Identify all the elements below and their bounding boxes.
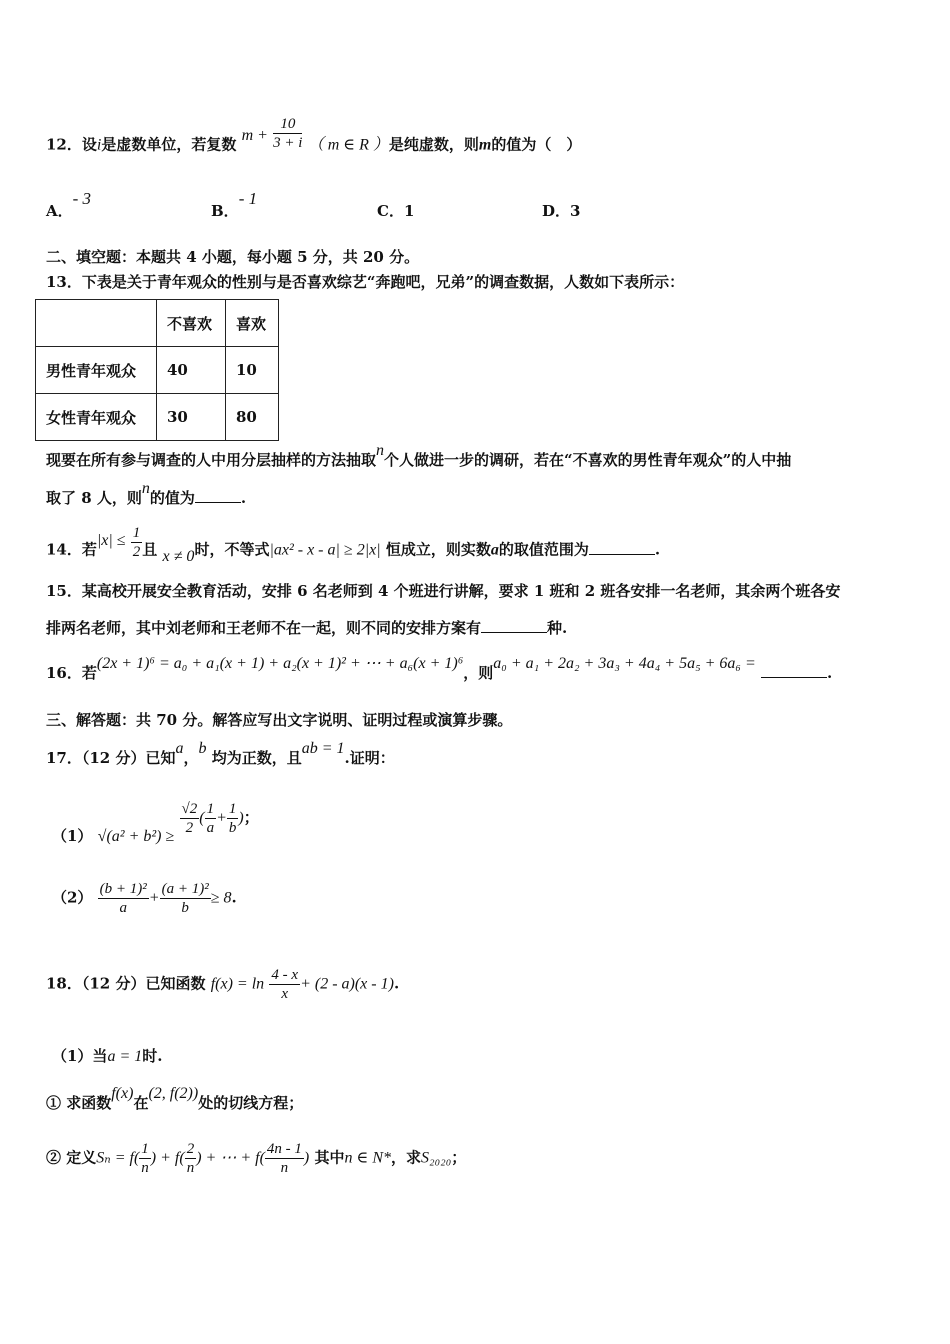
table-header-like: 喜欢 (226, 300, 279, 347)
q12-line (46, 116, 582, 164)
q12-text3: 的值为（ ） (491, 135, 582, 154)
q17-p1-inv-a (205, 800, 217, 837)
q17-p2-frac2 (160, 880, 211, 917)
q14-half-den: 2 (132, 544, 141, 560)
q13-n2: n (141, 480, 150, 497)
frac-den: a (119, 900, 127, 916)
q13-para-2: 取了 8 人，则n的值为 . (46, 480, 247, 507)
q17-c: .证明： (344, 749, 395, 767)
q12-option-a (46, 189, 92, 221)
q18-item2 (46, 1140, 466, 1177)
q17-part1 (52, 800, 259, 845)
option-a-value: - 3 (72, 189, 92, 208)
q14-half-num: 1 (132, 525, 141, 541)
q12-expr-m: m + (241, 126, 268, 144)
q16-a: 16．若 (46, 664, 97, 682)
answer-blank (195, 502, 241, 503)
q12-condition: （ m ∈ R ） (307, 136, 389, 154)
q13-intro: 13．下表是关于青年观众的性别与是否喜欢综艺“奔跑吧，兄弟”的调查数据，人数如下表所示： (46, 273, 685, 291)
q12-frac-num: 10 (273, 115, 302, 134)
section-3-heading: 三、解答题：共 70 分。解答应写出文字说明、证明过程或演算步骤。 (46, 711, 513, 729)
option-d-label: D． (542, 202, 571, 220)
q16-b: ，则 (463, 664, 494, 682)
q12-option-b (211, 189, 258, 221)
q17-p2-plus: + (148, 889, 160, 907)
q18-c2b: 其中 (314, 1148, 345, 1167)
q18-end: . (393, 974, 400, 993)
q18-p1-end: 时. (142, 1047, 163, 1065)
q14-half (131, 524, 143, 561)
table-cell: 女性青年观众 (36, 394, 157, 441)
q17-p2-end: . (231, 888, 237, 907)
q18-c2-frac2 (185, 1140, 197, 1177)
q18-f1: f(x) = ln (210, 975, 265, 993)
option-c-value: 1 (403, 202, 415, 220)
q18-c2a: ② 定义 (46, 1148, 97, 1167)
q12-frac-den: 3 + i (273, 135, 303, 151)
table-row (36, 347, 279, 394)
q14-inequality: |ax² - x - a| ≥ 2|x| (269, 541, 381, 559)
frac-den: n (280, 1160, 289, 1176)
q14-abs-x: |x| ≤ (96, 531, 126, 549)
q13-p1a: 现要在所有参与调查的人中用分层抽样的方法抽取 (46, 451, 377, 469)
q16-equation: (2x + 1)⁶ = a₀ + a₁(x + 1) + a₂(x + 1)² + ⋯ + a₆(x + 1)⁶ (96, 655, 464, 672)
option-a-label: A． (46, 202, 73, 220)
q18-c2-frac3 (265, 1140, 304, 1177)
q14-d: 恒成立，则实数 (385, 540, 491, 559)
frac-num: 1 (206, 801, 215, 817)
frac-den: x (281, 986, 289, 1002)
q18-p1-cond: a = 1 (107, 1048, 143, 1065)
answer-blank (589, 554, 655, 555)
q13-p2b: 的值为 (149, 489, 195, 507)
q15-line-2 (46, 617, 567, 638)
table-cell: 40 (157, 347, 226, 394)
q12-number: 12．设 (46, 135, 97, 154)
frac-den: a (206, 820, 215, 836)
frac-num: (a + 1)² (161, 881, 209, 897)
q14-e: 的取值范围为 (498, 540, 589, 559)
q18-c2c: ，求 (391, 1148, 422, 1167)
frac-num: (b + 1)² (99, 881, 147, 897)
q13-para-1 (46, 442, 792, 470)
q17-p1-open: ( (199, 809, 205, 827)
option-c-label: C． (377, 202, 404, 220)
q17-p1-end: ； (243, 808, 259, 827)
q16-line: 16．若(2x + 1)⁶ = a₀ + a₁(x + 1) + a₂(x + 1)² + ⋯ + a₆(x + 1)⁶，则a₀ + a₁ + 2a₂ + 3a₃ + 4a₄ + 5a₅ + 6a₆ = . (46, 655, 833, 682)
q17-p2-frac1 (98, 880, 149, 917)
answer-blank (761, 677, 827, 678)
q17-b-var: b (198, 740, 207, 757)
q17-p2-label: （2） (52, 888, 93, 907)
table-cell: 男性青年观众 (36, 347, 157, 394)
q16-sum: a₀ + a₁ + 2a₂ + 3a₃ + 4a₄ + 5a₅ + 6a₆ = (493, 655, 756, 672)
frac-den: n (186, 1160, 195, 1176)
q14-b: 且 (142, 540, 158, 559)
q13-p1b: 个人做进一步的调研，若在“不喜欢的男性青年观众”的人中抽 (384, 451, 792, 469)
frac-num: 4n - 1 (266, 1141, 302, 1157)
option-b-value: - 1 (238, 189, 258, 208)
table-cell: 80 (226, 394, 279, 441)
table-row (36, 394, 279, 441)
frac-den: b (181, 900, 189, 916)
q17-p1-plus: + (216, 809, 227, 827)
q17-ab: ab = 1 (301, 740, 345, 757)
frac-den: 2 (185, 820, 194, 836)
frac-den: b (228, 820, 237, 836)
answer-blank (481, 632, 547, 633)
q12-text1: 是虚数单位，若复数 (101, 135, 237, 154)
q17-comma: ， (183, 749, 199, 767)
q12-option-c (377, 200, 414, 221)
q17-line (46, 740, 395, 768)
q18-c2-p1: ) + f( (150, 1149, 185, 1167)
q13-survey-table (35, 299, 279, 441)
q18-c2-p3: ) (303, 1149, 310, 1167)
q12-option-d (542, 200, 580, 221)
q14-line: 14．若|x| ≤ $\frac{1}{2}$ 且 x ≠ 0时，不等式|ax² - x - a| ≥ 2|x| 恒成立，则实数a的取值范围为 . (46, 525, 661, 565)
q18-item1 (46, 1085, 304, 1113)
table-cell: 30 (157, 394, 226, 441)
table-cell (36, 300, 157, 347)
q18-c2d: ； (451, 1148, 467, 1167)
q17-p2-rhs: ≥ 8 (210, 889, 232, 907)
q12-m: m (478, 136, 492, 154)
q17-b: 均为正数，且 (211, 749, 302, 767)
q18-line (46, 966, 399, 1003)
q17-p1-label: （1） (52, 826, 93, 845)
q18-c2-s: Sₙ = f( (96, 1149, 140, 1167)
q12-fraction (273, 115, 302, 152)
frac-num: 2 (186, 1141, 195, 1157)
frac-num: 1 (141, 1141, 149, 1157)
q15-l2: 排两名老师，其中刘老师和王老师不在一起，则不同的安排方案有 (46, 619, 482, 637)
section-2-heading: 二、填空题：本题共 4 小题，每小题 5 分，共 20 分。 (46, 248, 420, 266)
q17-p1-inv-b (227, 800, 239, 837)
q17-a-var: a (175, 740, 184, 757)
frac-num: 1 (228, 801, 237, 817)
q18-c2-frac1 (139, 1140, 151, 1177)
q17-a: 17．（12 分）已知 (46, 749, 176, 767)
q18-c1b: 在 (133, 1094, 149, 1112)
q14-c: 时，不等式 (194, 540, 270, 559)
table-header-row (36, 300, 279, 347)
q18-c1-point: (2, f(2)) (148, 1085, 199, 1102)
q12-i: i (96, 136, 102, 154)
q15-l2end: 种. (547, 619, 568, 637)
option-d-value: 3 (570, 202, 581, 220)
q17-part2 (52, 880, 237, 917)
q12-text2: 是纯虚数，则 (388, 135, 479, 154)
q13-p2a: 取了 8 人，则 (46, 489, 142, 507)
q14-xneq: x ≠ 0 (162, 547, 195, 565)
q17-p1-sqrt2-frac (180, 800, 200, 837)
q15-line-1: 15．某高校开展安全教育活动，安排 6 名老师到 4 个班进行讲解，要求 1 班和 2 班各安排一名老师，其余两个班各安 (46, 582, 841, 600)
q18-a: 18．（12 分）已知函数 (46, 974, 206, 993)
q18-fraction (269, 966, 300, 1003)
q18-c1-f: f(x) (111, 1085, 134, 1102)
q18-f2: + (2 - a)(x - 1) (300, 975, 394, 993)
q14-a: 14．若 (46, 540, 97, 559)
q18-c1a: ① 求函数 (46, 1094, 112, 1112)
q17-p1-close: ) (238, 809, 244, 827)
q18-c2-p2: ) + ⋯ + f( (196, 1149, 265, 1167)
q13-n: n (376, 442, 385, 459)
option-b-label: B． (211, 202, 239, 220)
q18-c2-n: n ∈ N* (344, 1149, 391, 1167)
table-header-dislike: 不喜欢 (157, 300, 226, 347)
table-cell: 10 (226, 347, 279, 394)
q18-c1c: 处的切线方程； (198, 1094, 304, 1112)
q17-p1-lhs: √(a² + b²) ≥ (97, 827, 175, 845)
frac-num: √2 (181, 801, 198, 817)
q14-a-var: a (490, 541, 499, 559)
frac-den: n (141, 1160, 149, 1176)
frac-num: 4 - x (271, 967, 299, 983)
q18-part1 (52, 1045, 162, 1066)
q18-c2-S2020: S₂₀₂₀ (421, 1149, 452, 1167)
q18-p1-label: （1）当 (52, 1047, 108, 1065)
